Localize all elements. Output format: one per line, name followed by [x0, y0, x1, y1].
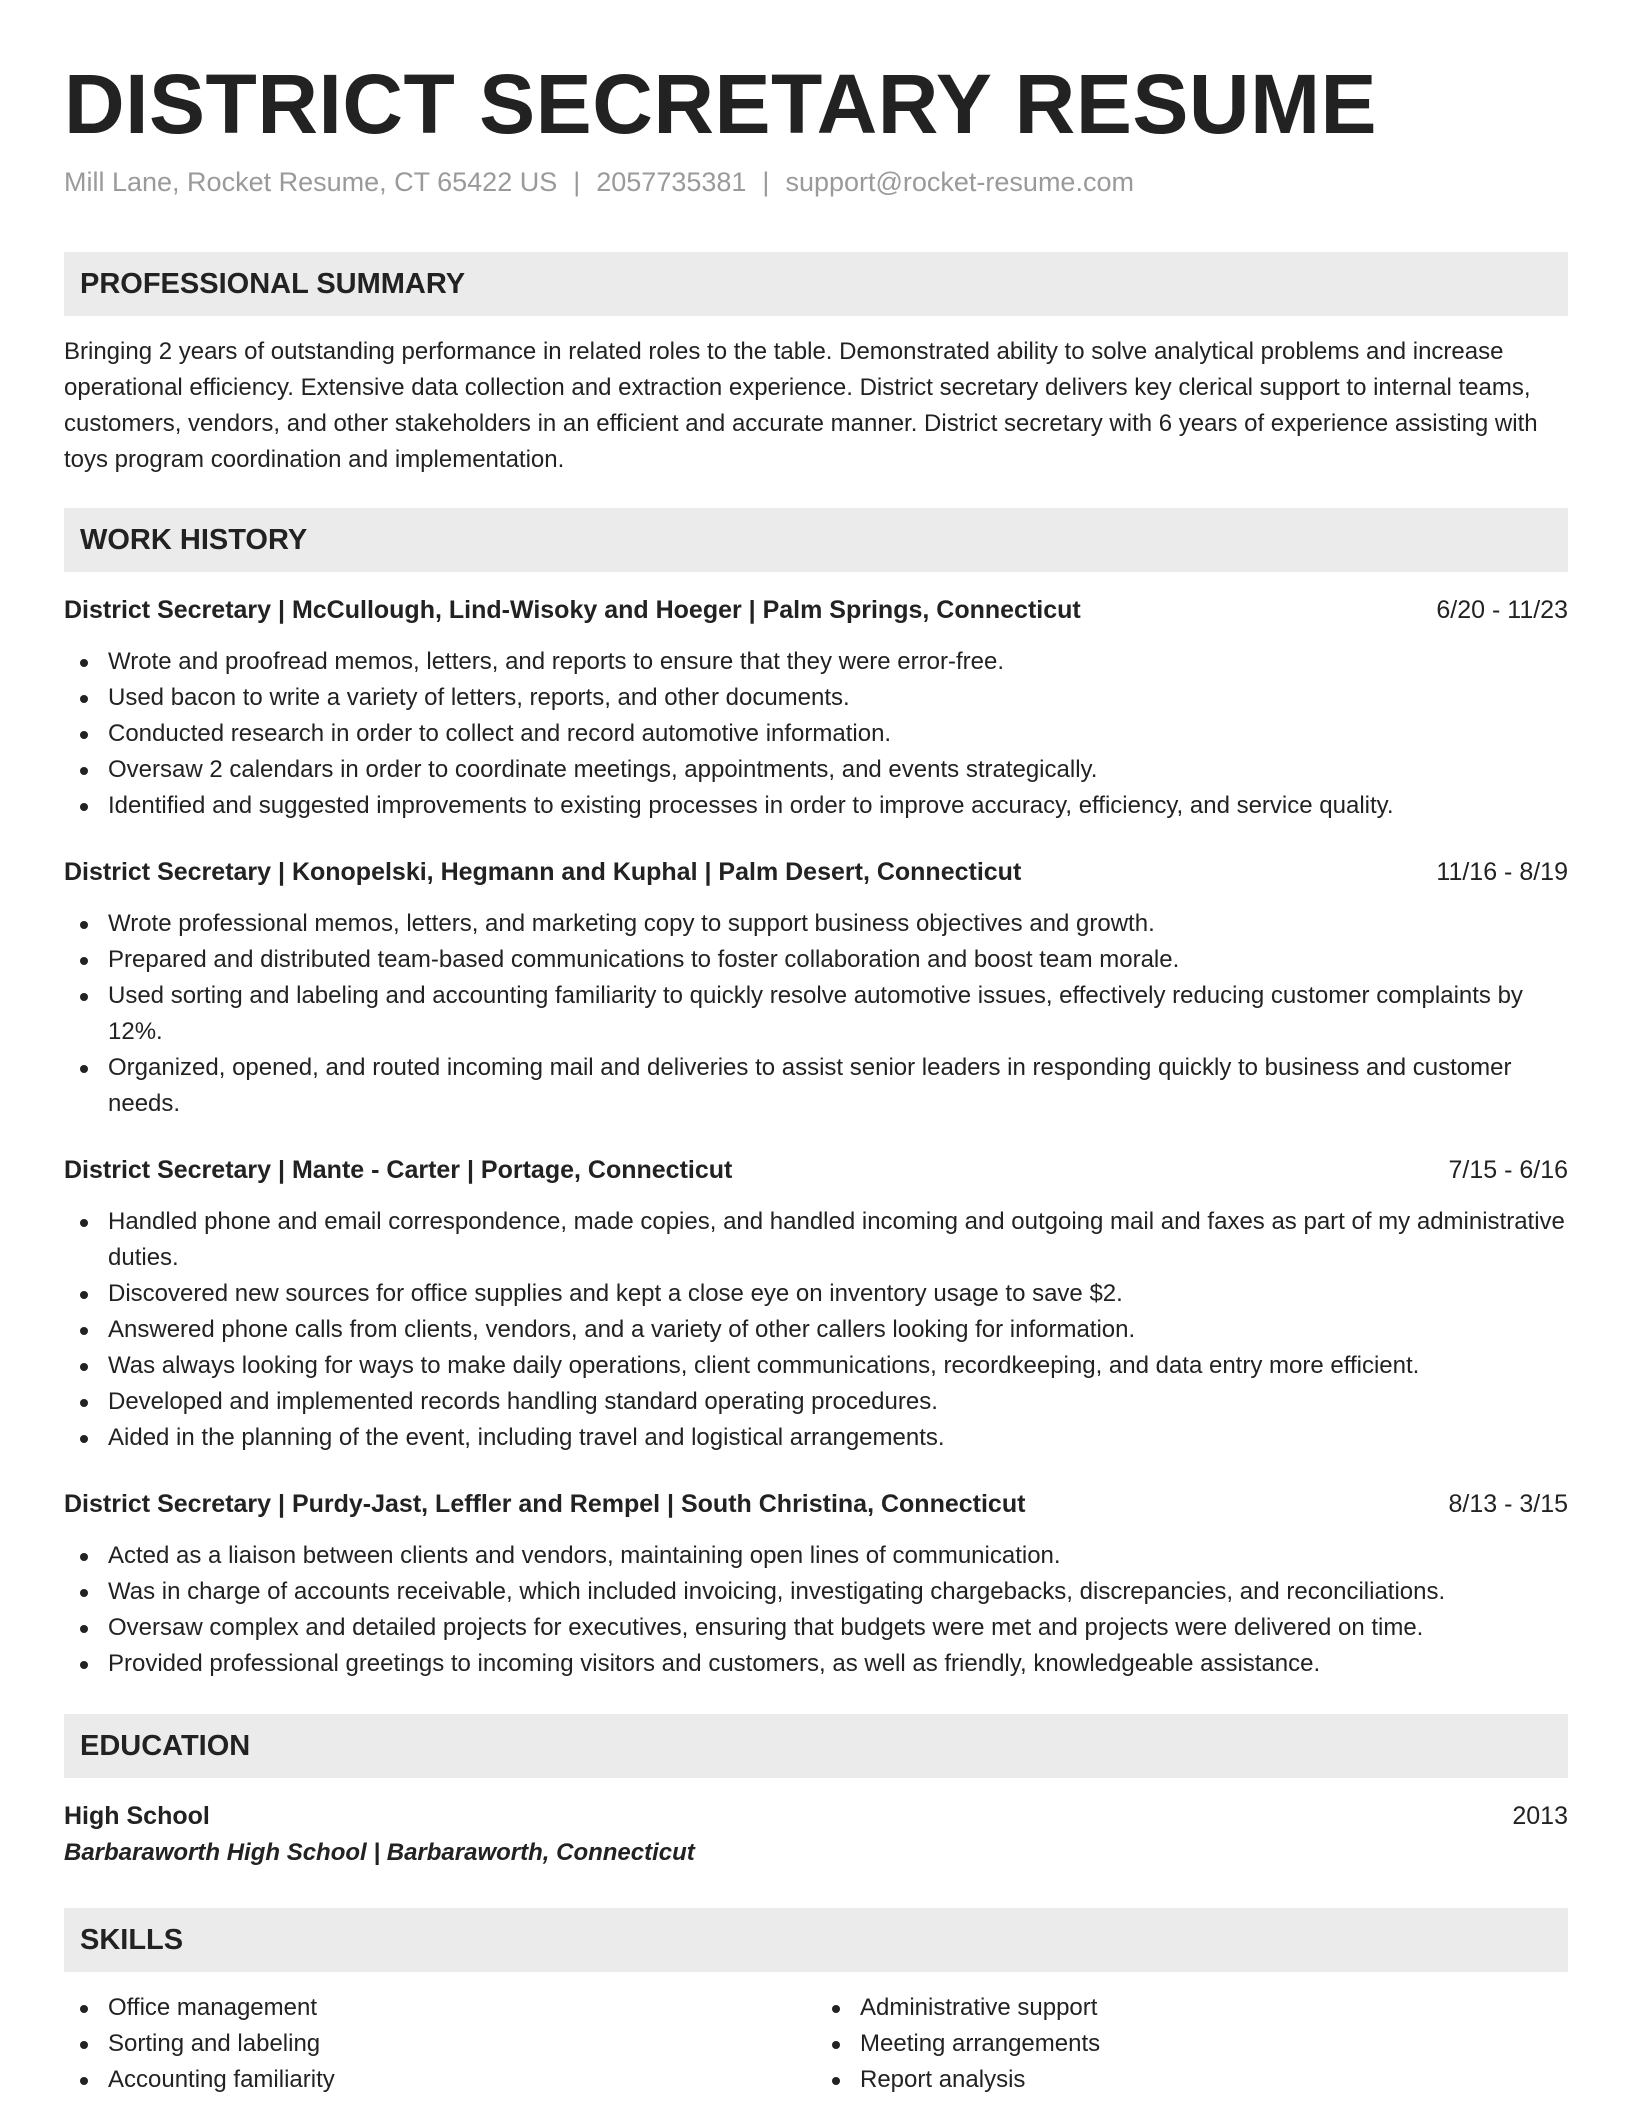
- education-school: Barbaraworth High School | Barbaraworth, Connecticut: [64, 1839, 695, 1866]
- skills-list: [64, 1990, 1568, 2098]
- skills-column-right: [816, 1990, 1568, 2098]
- job-entry: [64, 1152, 1568, 1456]
- section-title: EDUCATION: [80, 1729, 251, 1762]
- list-item: Used sorting and labeling and accounting familiarity to quickly resolve automotive issues, effectively reducing customer complaints by 12%.: [64, 978, 1568, 1050]
- list-item: Was always looking for ways to make daily operations, client communications, recordkeeping, and data entry more efficient.: [64, 1348, 1568, 1384]
- job-title: District Secretary | Konopelski, Hegmann and Kuphal | Palm Desert, Connecticut: [64, 858, 1022, 886]
- job-entry: [64, 854, 1568, 1122]
- education-header: [64, 1798, 1568, 1834]
- list-item: Accounting familiarity: [64, 2062, 816, 2098]
- section-title: SKILLS: [80, 1923, 184, 1956]
- job-title: District Secretary | Mante - Carter | Portage, Connecticut: [64, 1156, 733, 1184]
- contact-separator: |: [762, 167, 770, 197]
- list-item: Developed and implemented records handling standard operating procedures.: [64, 1384, 1568, 1420]
- section-title: WORK HISTORY: [80, 523, 308, 556]
- job-dates: 7/15 - 6/16: [1448, 1156, 1568, 1184]
- list-item: Provided professional greetings to incoming visitors and customers, as well as friendly, knowledgeable assistance.: [64, 1646, 1568, 1682]
- contact-separator: |: [573, 167, 581, 197]
- job-bullets: [64, 1204, 1568, 1456]
- job-header: [64, 592, 1568, 628]
- list-item: Discovered new sources for office supplies and kept a close eye on inventory usage to save $2.: [64, 1276, 1568, 1312]
- skills-column-left: [64, 1990, 816, 2098]
- list-item: Meeting arrangements: [816, 2026, 1568, 2062]
- job-header: [64, 1152, 1568, 1188]
- contact-phone: 2057735381: [596, 167, 747, 197]
- education-year: 2013: [1512, 1802, 1568, 1830]
- job-entry: [64, 1486, 1568, 1682]
- job-entry: [64, 592, 1568, 824]
- job-title: District Secretary | Purdy-Jast, Leffler and Rempel | South Christina, Connecticut: [64, 1490, 1026, 1518]
- list-item: Used bacon to write a variety of letters, reports, and other documents.: [64, 680, 1568, 716]
- list-item: Office management: [64, 1990, 816, 2026]
- section-title: PROFESSIONAL SUMMARY: [80, 267, 466, 300]
- contact-email: support@rocket-resume.com: [785, 167, 1134, 197]
- list-item: Identified and suggested improvements to existing processes in order to improve accuracy, efficiency, and service quality.: [64, 788, 1568, 824]
- job-bullets: [64, 644, 1568, 824]
- list-item: Report analysis: [816, 2062, 1568, 2098]
- job-header: [64, 1486, 1568, 1522]
- section-header-skills: [64, 1908, 1568, 1972]
- list-item: Answered phone calls from clients, vendors, and a variety of other callers looking for information.: [64, 1312, 1568, 1348]
- list-item: Handled phone and email correspondence, made copies, and handled incoming and outgoing mail and faxes as part of my administrative duties.: [64, 1204, 1568, 1276]
- list-item: Administrative support: [816, 1990, 1568, 2026]
- job-bullets: [64, 906, 1568, 1122]
- section-header-summary: [64, 252, 1568, 316]
- contact-address: Mill Lane, Rocket Resume, CT 65422 US: [64, 167, 558, 197]
- list-item: Oversaw 2 calendars in order to coordinate meetings, appointments, and events strategically.: [64, 752, 1568, 788]
- job-dates: 8/13 - 3/15: [1448, 1490, 1568, 1518]
- list-item: Wrote professional memos, letters, and marketing copy to support business objectives and growth.: [64, 906, 1568, 942]
- list-item: Acted as a liaison between clients and vendors, maintaining open lines of communication.: [64, 1538, 1568, 1574]
- section-header-education: [64, 1714, 1568, 1778]
- job-header: [64, 854, 1568, 890]
- summary-text: Bringing 2 years of outstanding performance in related roles to the table. Demonstrated ability to solve analytical problems and increase operational efficiency. Extensive data collection and extraction experience. District secretary delivers key clerical support to internal teams, customers, vendors, and other stakeholders in an efficient and accurate manner. District secretary with 6 years of experience assisting with toys program coordination and implementation.: [64, 338, 1538, 473]
- list-item: Wrote and proofread memos, letters, and reports to ensure that they were error-free.: [64, 644, 1568, 680]
- list-item: Conducted research in order to collect and record automotive information.: [64, 716, 1568, 752]
- list-item: Organized, opened, and routed incoming mail and deliveries to assist senior leaders in responding quickly to business and customer needs.: [64, 1050, 1568, 1122]
- list-item: Was in charge of accounts receivable, which included invoicing, investigating chargebacks, discrepancies, and reconciliations.: [64, 1574, 1568, 1610]
- list-item: Aided in the planning of the event, including travel and logistical arrangements.: [64, 1420, 1568, 1456]
- job-bullets: [64, 1538, 1568, 1682]
- job-dates: 6/20 - 11/23: [1436, 596, 1568, 624]
- list-item: Sorting and labeling: [64, 2026, 816, 2062]
- education-entry: [64, 1798, 1568, 1872]
- list-item: Prepared and distributed team-based communications to foster collaboration and boost team morale.: [64, 942, 1568, 978]
- resume-title: DISTRICT SECRETARY RESUME: [64, 57, 1378, 151]
- education-degree: High School: [64, 1802, 210, 1830]
- list-item: Oversaw complex and detailed projects for executives, ensuring that budgets were met and projects were delivered on time.: [64, 1610, 1568, 1646]
- section-header-work-history: [64, 508, 1568, 572]
- job-title: District Secretary | McCullough, Lind-Wisoky and Hoeger | Palm Springs, Connecticut: [64, 596, 1081, 624]
- job-dates: 11/16 - 8/19: [1436, 858, 1568, 886]
- contact-line: [64, 164, 1568, 200]
